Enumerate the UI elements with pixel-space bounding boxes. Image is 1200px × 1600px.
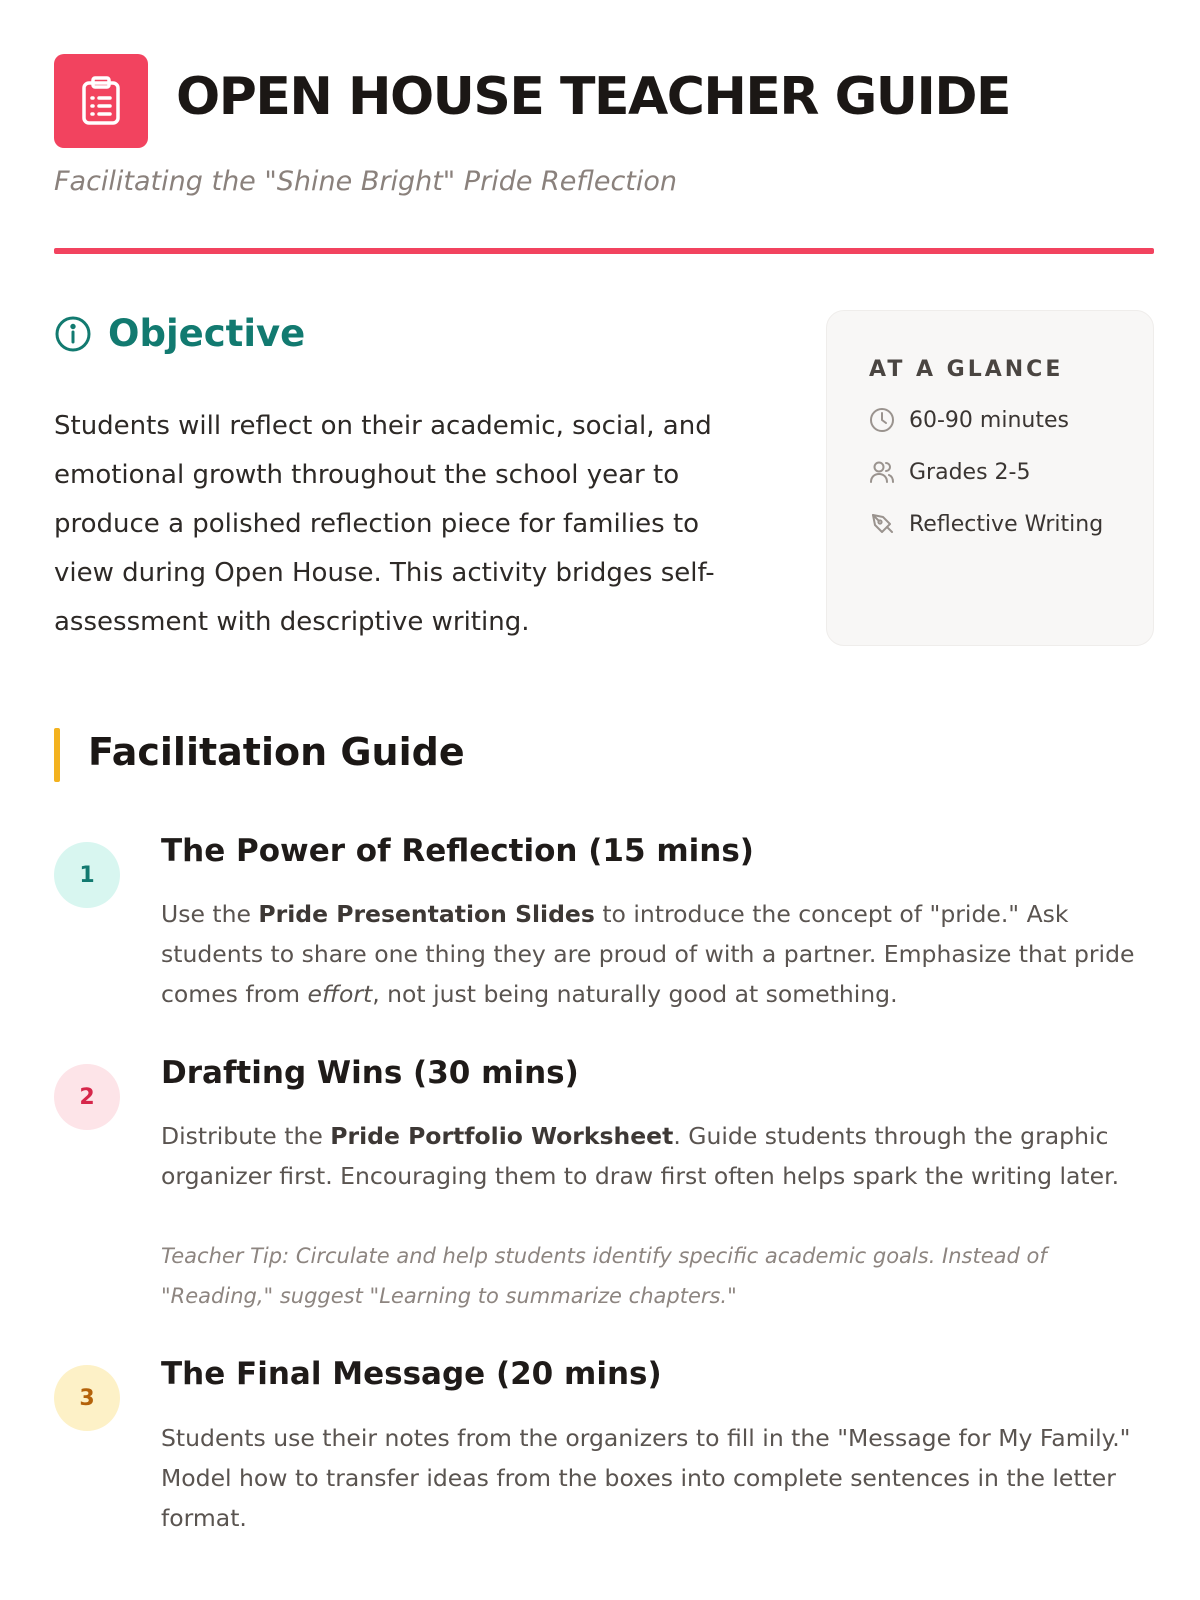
glance-item-label: 60-90 minutes <box>909 407 1069 433</box>
glance-item-genre <box>869 511 1103 537</box>
glance-item-duration <box>869 407 1069 433</box>
clipboard-list-icon <box>80 76 122 126</box>
resource-name: Pride Portfolio Worksheet <box>330 1122 674 1150</box>
step-number-badge: 3 <box>54 1365 120 1431</box>
teacher-tip: Teacher Tip: Circulate and help students identify specific academic goals. Instead of "Reading," suggest "Learning to summarize chapters." <box>161 1244 1047 1308</box>
pen-tool-icon <box>869 511 895 537</box>
objective-text: Students will reflect on their academic, social, and emotional growth throughout the school year to produce a polished reflection piece for families to view during Open House. This activity bridges self-assessment with descriptive writing. <box>54 411 715 637</box>
users-icon <box>869 459 895 485</box>
step-title: Drafting Wins (30 mins) <box>161 1055 579 1091</box>
step-number-badge: 2 <box>54 1064 120 1130</box>
objective-heading <box>54 312 305 355</box>
logo-badge <box>54 54 148 148</box>
glance-item-grades <box>869 459 1030 485</box>
facilitation-guide-title: Facilitation Guide <box>88 730 465 774</box>
step-title: The Power of Reflection (15 mins) <box>161 833 754 869</box>
info-icon <box>54 315 92 353</box>
page-title: OPEN HOUSE TEACHER GUIDE <box>176 67 1011 127</box>
step-title: The Final Message (20 mins) <box>161 1356 662 1392</box>
emphasis-text: effort <box>307 980 373 1008</box>
step-number-badge: 1 <box>54 842 120 908</box>
glance-title: AT A GLANCE <box>869 357 1064 382</box>
step-body: Students use their notes from the organizers to fill in the "Message for My Family." Model how to transfer ideas from the boxes into complete sentences in the letter format. <box>161 1424 1131 1532</box>
clock-icon <box>869 407 895 433</box>
objective-title: Objective <box>108 312 306 355</box>
header-divider <box>54 248 1154 254</box>
section-accent-bar <box>54 728 60 782</box>
page-subtitle: Facilitating the "Shine Bright" Pride Reflection <box>54 166 678 197</box>
glance-item-label: Reflective Writing <box>909 511 1104 537</box>
at-a-glance-card <box>826 310 1154 646</box>
resource-name: Pride Presentation Slides <box>258 900 595 928</box>
glance-item-label: Grades 2-5 <box>909 459 1031 485</box>
step-body: Distribute the Pride Portfolio Worksheet. Guide students through the graphic organizer first. Encouraging them to draw first often helps spark the writing later. <box>161 1122 1120 1190</box>
step-body: Use the Pride Presentation Slides to introduce the concept of "pride." Ask students to share one thing they are proud of with a partner. Emphasize that pride comes from effort, not just being naturally good at something. <box>161 900 1135 1008</box>
